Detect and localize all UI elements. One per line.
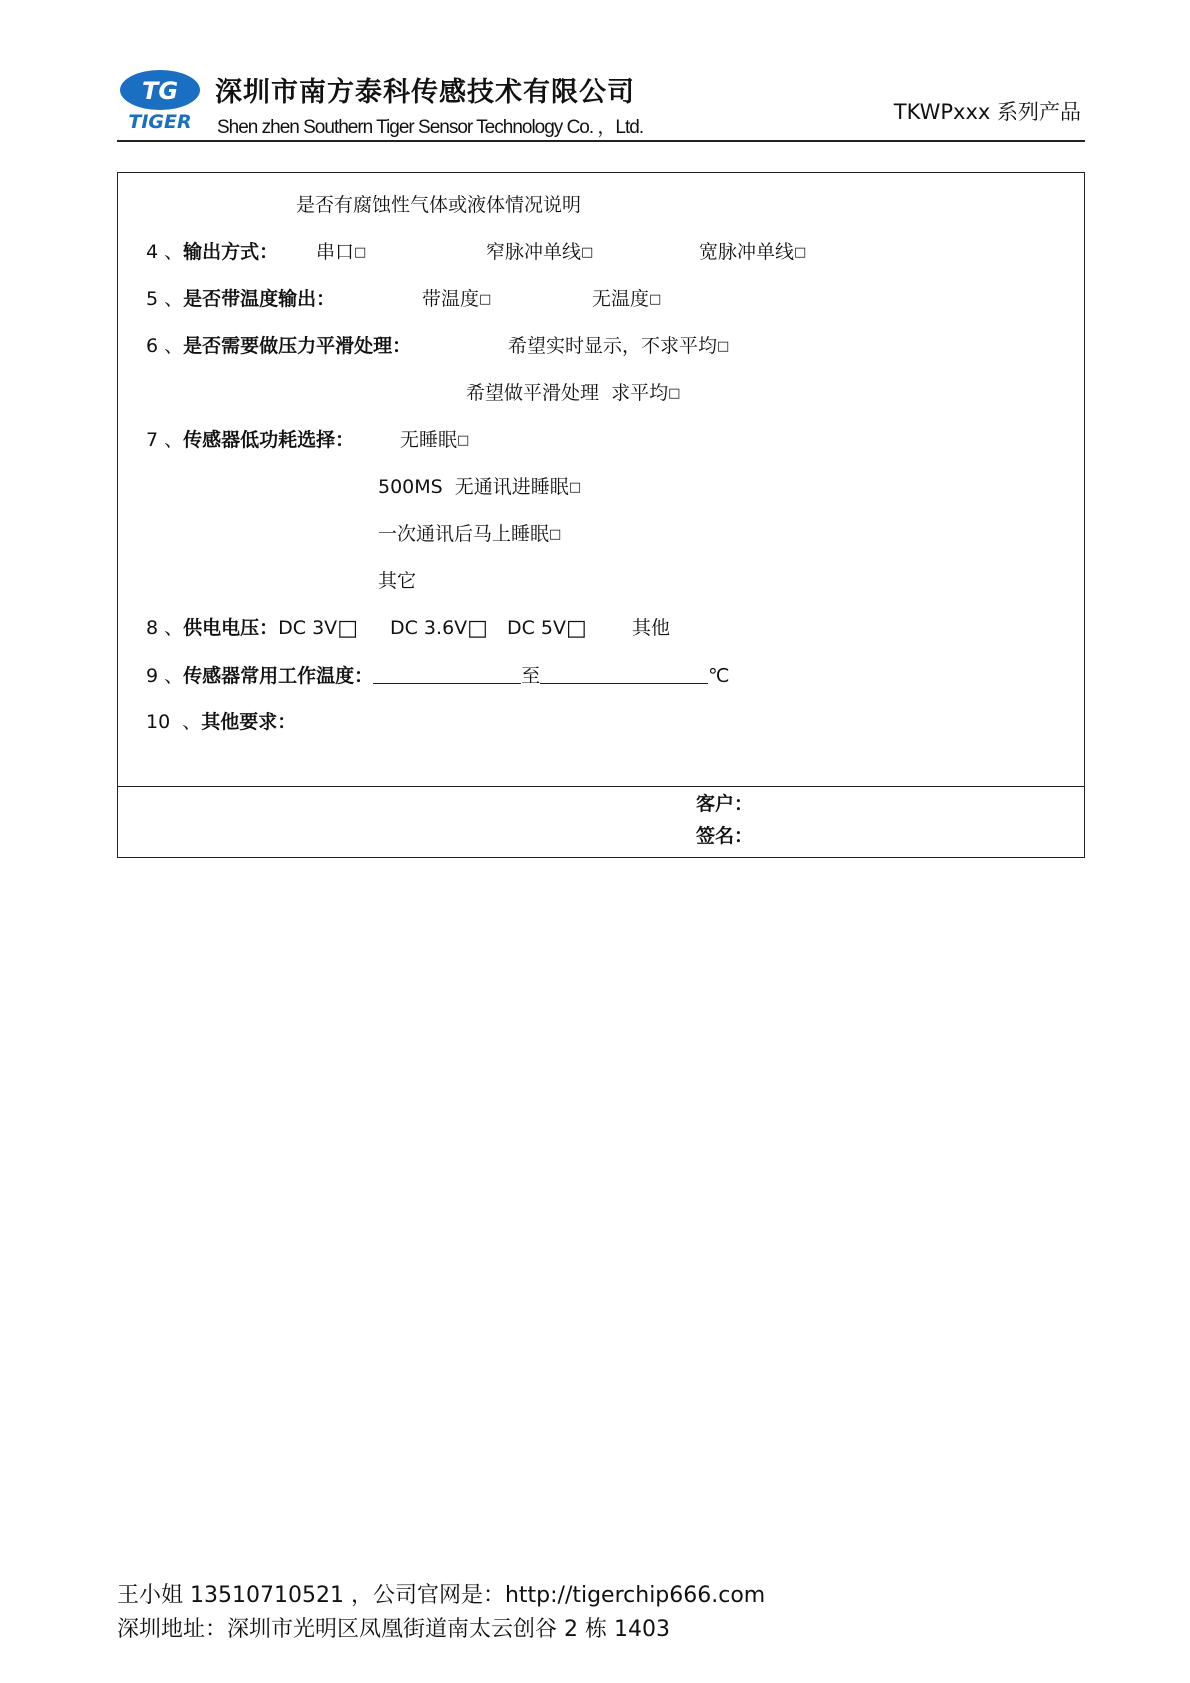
option-sleep-after-communication[interactable] (378, 522, 561, 547)
question-other-requirements (146, 710, 296, 734)
temperature-unit: ℃ (708, 665, 730, 687)
checkbox[interactable]: □ (794, 245, 807, 260)
question-label: 是否带温度输出： (183, 288, 336, 310)
footer-contact: 王小姐 13510710521 ，公司官网是：http://tigerchip666.com (117, 1583, 766, 1608)
option-label: 串口 (316, 241, 355, 263)
signature-divider (118, 786, 1084, 787)
corrosive-note: 是否有腐蚀性气体或液体情况说明 (296, 194, 582, 216)
product-series: TKWPxxx 系列产品 (893, 100, 1081, 124)
question-temperature-output (146, 287, 335, 311)
option-wide-pulse[interactable] (699, 240, 806, 265)
option-label: 无温度 (592, 288, 650, 310)
company-name-cn: 深圳市南方泰科传感技术有限公司 (215, 77, 635, 108)
logo-letters: TG (141, 77, 179, 105)
option-label: 其它 (378, 570, 417, 592)
requirement-form (117, 172, 1085, 858)
checkbox[interactable]: □ (568, 480, 582, 495)
question-label: 是否需要做压力平滑处理： (183, 335, 412, 357)
option-label: 希望实时显示，不求平均 (508, 335, 718, 357)
logo-wordmark: TIGER (128, 111, 192, 132)
option-label: DC 3V (278, 617, 338, 639)
checkbox[interactable]: □ (549, 527, 562, 542)
tiger-logo (117, 68, 203, 132)
checkbox[interactable]: □ (668, 386, 681, 401)
option-label: 一次通讯后马上睡眠 (378, 523, 550, 545)
checkbox[interactable]: □ (479, 292, 492, 307)
option-label: 宽脉冲单线 (699, 241, 795, 263)
option-label: DC 5V (507, 617, 567, 639)
customer-label: 客户： (696, 793, 754, 815)
option-dc-3v[interactable] (278, 617, 358, 639)
range-separator: 至 (521, 665, 541, 687)
checkbox[interactable]: □ (457, 433, 470, 448)
checkbox[interactable]: □ (581, 245, 594, 260)
option-dc-3-6v[interactable] (390, 616, 488, 641)
option-smoothing-average[interactable] (466, 381, 680, 406)
question-label: 传感器常用工作温度： (183, 665, 374, 687)
option-other-sleep[interactable] (378, 569, 416, 593)
option-label: 希望做平滑处理 求平均 (466, 382, 669, 404)
signature-label: 签名： (696, 825, 754, 847)
footer-address: 深圳地址：深圳市光明区凤凰街道南太云创谷 2 栋 1403 (117, 1617, 670, 1642)
question-pressure-smoothing (146, 334, 411, 358)
question-label: 其他要求： (201, 711, 297, 733)
checkbox[interactable]: □ (354, 245, 367, 260)
question-label: 传感器低功耗选择： (183, 429, 355, 451)
option-serial[interactable] (316, 240, 366, 265)
checkbox[interactable]: □ (566, 616, 587, 641)
checkbox[interactable]: □ (717, 339, 730, 354)
question-working-temperature (146, 663, 730, 688)
option-label: 500MS 无通讯进睡眠 (378, 476, 569, 498)
question-supply-voltage (146, 616, 358, 641)
question-number: 8 、 (146, 617, 184, 639)
checkbox[interactable]: □ (649, 292, 662, 307)
question-label: 供电电压： (183, 617, 279, 639)
checkbox[interactable]: □ (337, 616, 358, 641)
option-label: DC 3.6V (390, 617, 468, 639)
question-number: 6 、 (146, 335, 184, 357)
question-number: 5 、 (146, 288, 184, 310)
option-without-temperature[interactable] (592, 287, 661, 312)
question-label: 输出方式： (183, 241, 279, 263)
checkbox[interactable]: □ (467, 616, 488, 641)
question-number: 10 、 (146, 711, 202, 733)
question-output-mode (146, 240, 278, 264)
option-500ms-sleep[interactable] (378, 475, 581, 500)
min-temperature-field[interactable] (373, 663, 521, 684)
question-low-power (146, 428, 354, 452)
option-label: 带温度 (422, 288, 480, 310)
option-dc-5v[interactable] (507, 616, 587, 641)
company-name-en: Shen zhen Southern Tiger Sensor Technology Co. ，Ltd. (217, 117, 644, 138)
page-header (117, 66, 1085, 142)
option-label: 窄脉冲单线 (486, 241, 582, 263)
option-realtime-no-average[interactable] (508, 334, 729, 359)
option-narrow-pulse[interactable] (486, 240, 593, 265)
option-other-voltage[interactable]: 其他 (632, 617, 671, 639)
question-number: 9 、 (146, 665, 184, 687)
option-label: 无睡眠 (400, 429, 458, 451)
option-with-temperature[interactable] (422, 287, 491, 312)
option-no-sleep[interactable] (400, 428, 469, 453)
question-number: 4 、 (146, 241, 184, 263)
question-number: 7 、 (146, 429, 184, 451)
max-temperature-field[interactable] (540, 663, 708, 684)
